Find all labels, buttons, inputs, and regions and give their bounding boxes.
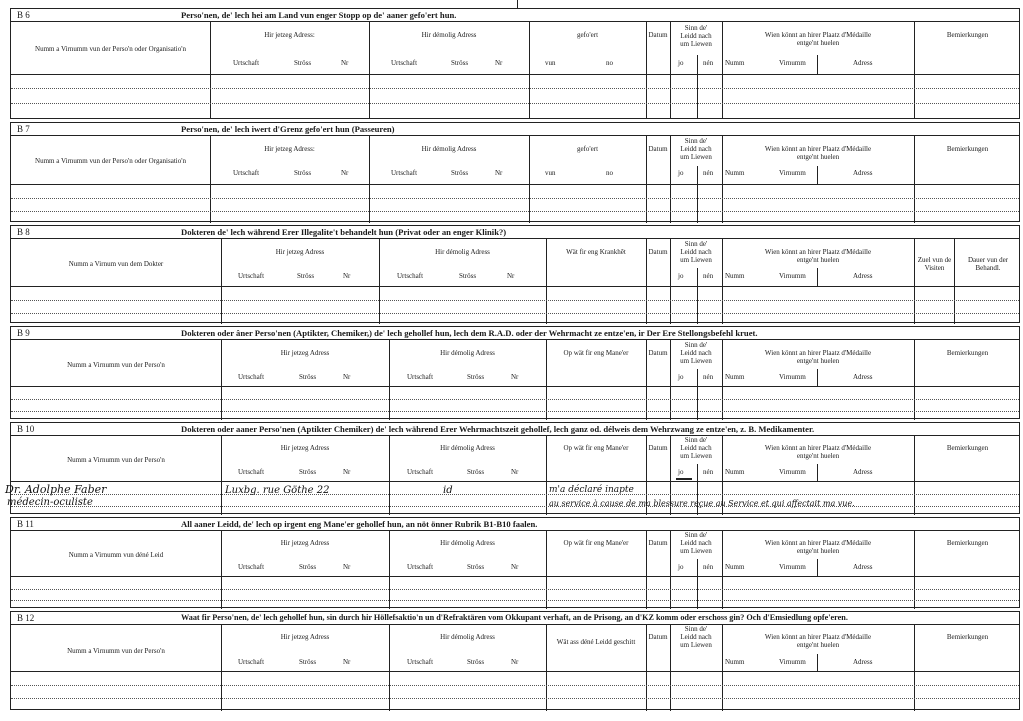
- col-number-label: Nr: [507, 272, 515, 280]
- col-no-label: nén: [703, 373, 714, 381]
- col-alive-label-1: Sinn de': [684, 24, 708, 32]
- col-date-label: Datum: [648, 349, 668, 357]
- col-former-address-label: Hir démolig Adress: [440, 539, 495, 547]
- col-name-label: Numm a Virnumm vun der Perso'n: [67, 456, 165, 464]
- col-alive-label-2: Leidd nach: [680, 32, 712, 40]
- handwritten-manner-line2: au service à cause de ma blessure reçue au Service et qui affectait ma vue.: [549, 499, 855, 508]
- col-date-label: Datum: [648, 444, 668, 452]
- col-date-label: Datum: [648, 145, 668, 153]
- section-title: Dokteren oder aaner Perso'nen (Aptikter Chemiker) de' lech während Erer Wehrmachtszeit gehollef, lech ganz od. délweis dem Wehrzwang ze entze'en, z. B. Medikamenter.: [181, 424, 815, 434]
- col-number-label: Nr: [511, 373, 519, 381]
- col-medal-label-1: Wien könnt an hirer Plaatz d'Médaille: [764, 539, 872, 547]
- col-yes-label: jo: [678, 272, 684, 280]
- col-former-address-label: Hir démolig Adress: [435, 248, 490, 256]
- col-medal-label-1: Wien könnt an hirer Plaatz d'Médaille: [764, 349, 872, 357]
- handwritten-name: Dr. Adolphe Faber: [5, 483, 107, 496]
- col-no-label: nén: [703, 468, 714, 476]
- section-b8: [10, 225, 1020, 323]
- section-b11: [10, 517, 1020, 608]
- handwritten-profession: médecin-oculiste: [7, 497, 93, 508]
- col-town-label: Urtschaft: [407, 658, 434, 666]
- col-firstname-label: Virnumm: [779, 468, 806, 476]
- col-alive-label-2: Leidd nach: [680, 349, 712, 357]
- section-id: B 7: [17, 124, 30, 134]
- col-date-label: Datum: [648, 539, 668, 547]
- col-street-label: Ströss: [299, 563, 317, 571]
- col-medal-label-1: Wien könnt an hirer Plaatz d'Médaille: [764, 145, 872, 153]
- section-title: Perso'nen, de' lech iwert d'Grenz gefo'ert hun (Passeuren): [181, 124, 395, 134]
- col-street-label: Ströss: [467, 563, 485, 571]
- col-treatment-duration-label: Dauer vun der Behandl.: [967, 256, 1009, 272]
- col-medal-label-1: Wien könnt an hirer Plaatz d'Médaille: [764, 248, 872, 256]
- col-firstname-label: Virnumm: [779, 563, 806, 571]
- col-alive-label-3: um Liewen: [680, 641, 712, 649]
- col-yes-label: jo: [678, 59, 684, 67]
- col-no-label: nén: [703, 563, 714, 571]
- col-alive-label-3: um Liewen: [680, 452, 712, 460]
- col-number-label: Nr: [341, 59, 349, 67]
- section-id: B 6: [17, 10, 30, 20]
- col-no-label: nén: [703, 169, 714, 177]
- col-medal-label-1: Wien könnt an hirer Plaatz d'Médaille: [764, 633, 872, 641]
- section-title: Waat fir Perso'nen, de' lech gehollef hun, sin durch hir Höllefsaktio'n un d'Refraktären vom Okkupant verhaft, an de Prisong, an d'KZ komm oder erschoss gin? Och d'Emsiedlung opfe'eren.: [181, 613, 848, 622]
- handwritten-current-address: Luxbg. rue Göthe 22: [225, 485, 330, 496]
- col-address-label: Adress: [853, 59, 873, 67]
- col-alive-label-2: Leidd nach: [680, 145, 712, 153]
- col-yes-label: jo: [678, 373, 684, 381]
- col-town-label: Urtschaft: [407, 563, 434, 571]
- col-remarks-label: Bemierkungen: [946, 145, 989, 153]
- col-street-label: Ströss: [294, 59, 312, 67]
- col-street-label: Ströss: [299, 373, 317, 381]
- col-yes-label: jo: [678, 169, 684, 177]
- col-medal-label-2: entge'nt huelen: [796, 641, 840, 649]
- col-firstname-label: Virnumm: [779, 59, 806, 67]
- col-surname-label: Numm: [725, 272, 745, 280]
- col-alive-label-1: Sinn de': [684, 436, 708, 444]
- col-town-label: Urtschaft: [391, 169, 418, 177]
- col-no-label: nén: [703, 272, 714, 280]
- col-alive-label-3: um Liewen: [680, 357, 712, 365]
- col-name-label: Numm a Virnumm vun der Perso'n oder Organisatio'n: [35, 157, 186, 165]
- col-street-label: Ströss: [297, 272, 315, 280]
- col-date-label: Datum: [648, 31, 668, 39]
- col-from-label: vun: [545, 59, 556, 67]
- col-street-label: Ströss: [299, 658, 317, 666]
- col-medal-label-2: entge'nt huelen: [796, 39, 840, 47]
- col-visits-label: Zuel vun de Visiten: [917, 256, 952, 272]
- section-b10: [5, 422, 1020, 514]
- col-surname-label: Numm: [725, 59, 745, 67]
- col-town-label: Urtschaft: [238, 468, 265, 476]
- col-current-address-label: Hir jetzeg Adress:: [264, 145, 315, 153]
- col-former-address-label: Hir démolig Adress: [421, 31, 477, 39]
- col-street-label: Ströss: [467, 468, 485, 476]
- registration-mark: [517, 0, 518, 8]
- col-alive-label-3: um Liewen: [680, 153, 712, 161]
- col-street-label: Ströss: [467, 373, 485, 381]
- col-transported-label: gefo'ert: [576, 145, 599, 153]
- col-alive-label-3: um Liewen: [680, 547, 712, 555]
- col-street-label: Ströss: [299, 468, 317, 476]
- col-surname-label: Numm: [725, 468, 745, 476]
- col-firstname-label: Virnumm: [779, 373, 806, 381]
- col-to-label: no: [606, 169, 613, 177]
- col-remarks-label: Bemierkungen: [946, 444, 989, 452]
- section-id: B 12: [17, 613, 35, 623]
- col-former-address-label: Hir démolig Adress: [440, 633, 495, 641]
- col-number-label: Nr: [343, 468, 351, 476]
- section-b7: [10, 122, 1020, 222]
- col-number-label: Nr: [511, 563, 519, 571]
- col-town-label: Urtschaft: [233, 59, 260, 67]
- col-street-label: Ströss: [294, 169, 312, 177]
- col-medal-label-2: entge'nt huelen: [796, 357, 840, 365]
- col-town-label: Urtschaft: [238, 272, 265, 280]
- col-surname-label: Numm: [725, 169, 745, 177]
- col-former-address-label: Hir démolig Adress: [440, 444, 495, 452]
- col-firstname-label: Virnumm: [779, 272, 806, 280]
- col-alive-label-1: Sinn de': [684, 240, 708, 248]
- col-name-label: Numm a Virnum vun dem Dokter: [68, 260, 164, 268]
- col-alive-label-2: Leidd nach: [680, 444, 712, 452]
- col-address-label: Adress: [853, 468, 873, 476]
- handwritten-manner-line1: m'a déclaré inapte: [549, 485, 634, 495]
- col-surname-label: Numm: [725, 373, 745, 381]
- col-number-label: Nr: [511, 468, 519, 476]
- col-firstname-label: Virnumm: [779, 169, 806, 177]
- col-number-label: Nr: [343, 373, 351, 381]
- col-manner-label: Op wät fir eng Mane'er: [563, 349, 629, 357]
- section-id: B 10: [17, 424, 35, 434]
- section-title: Dokteren de' lech während Erer Illegalite't behandelt hun (Privat oder an enger Klinik?): [181, 227, 507, 237]
- col-date-label: Datum: [648, 248, 668, 256]
- col-address-label: Adress: [853, 169, 873, 177]
- handwritten-former-address: id: [443, 485, 453, 496]
- col-medal-label-2: entge'nt huelen: [796, 547, 840, 555]
- col-former-address-label: Hir démolig Adress: [440, 349, 495, 357]
- col-address-label: Adress: [853, 272, 873, 280]
- col-number-label: Nr: [341, 169, 349, 177]
- col-medal-label-2: entge'nt huelen: [796, 153, 840, 161]
- col-transported-label: gefo'ert: [576, 31, 599, 39]
- col-number-label: Nr: [495, 169, 503, 177]
- col-alive-label-2: Leidd nach: [680, 633, 712, 641]
- col-number-label: Nr: [495, 59, 503, 67]
- col-town-label: Urtschaft: [407, 468, 434, 476]
- col-alive-label-1: Sinn de': [684, 341, 708, 349]
- col-remarks-label: Bemierkungen: [946, 31, 989, 39]
- col-no-label: nén: [703, 59, 714, 67]
- col-town-label: Urtschaft: [238, 563, 265, 571]
- col-alive-label-1: Sinn de': [684, 137, 708, 145]
- col-town-label: Urtschaft: [238, 373, 265, 381]
- col-medal-label-2: entge'nt huelen: [796, 256, 840, 264]
- col-town-label: Urtschaft: [391, 59, 418, 67]
- col-name-label: Numm a Virnumm vun der Perso'n: [67, 647, 165, 655]
- col-town-label: Urtschaft: [397, 272, 424, 280]
- col-town-label: Urtschaft: [407, 373, 434, 381]
- col-manner-label: Op wät fir eng Mane'er: [563, 539, 629, 547]
- col-name-label: Numm a Virnumm vun déné Leid: [68, 551, 164, 559]
- col-alive-label-2: Leidd nach: [680, 539, 712, 547]
- col-street-label: Ströss: [467, 658, 485, 666]
- col-alive-label-3: um Liewen: [680, 40, 712, 48]
- col-to-label: no: [606, 59, 613, 67]
- col-illness-label: Wät fir eng Krankhêt: [566, 248, 626, 256]
- col-current-address-label: Hir jetzeg Adress: [275, 248, 325, 256]
- col-current-address-label: Hir jetzeg Adress: [280, 539, 330, 547]
- col-number-label: Nr: [343, 272, 351, 280]
- col-address-label: Adress: [853, 373, 873, 381]
- col-number-label: Nr: [511, 658, 519, 666]
- col-name-label: Numm a Virnumm vun der Perso'n: [67, 361, 165, 369]
- section-id: B 8: [17, 227, 30, 237]
- col-remarks-label: Bemierkungen: [946, 349, 989, 357]
- col-current-address-label: Hir jetzeg Adress: [280, 349, 330, 357]
- col-address-label: Adress: [853, 658, 873, 666]
- col-surname-label: Numm: [725, 658, 745, 666]
- col-medal-label-2: entge'nt huelen: [796, 452, 840, 460]
- section-title: Perso'nen, de' lech hei am Land vun enger Stopp op de' aaner gefo'ert hun.: [181, 10, 457, 20]
- col-manner-label: Op wät fir eng Mane'er: [563, 444, 629, 452]
- col-name-label: Numm a Virnumm vun der Perso'n oder Organisatio'n: [35, 45, 186, 53]
- col-street-label: Ströss: [459, 272, 477, 280]
- col-alive-label-1: Sinn de': [684, 625, 708, 633]
- col-yes-label: jo: [678, 563, 684, 571]
- section-title: Dokteren oder âner Perso'nen (Aptikter, Chemiker,) de' lech gehollef hun, lech dem R.A.D. oder der Wehrmacht ze entze'en, ir Der Ere Stellongsbefehl kruet.: [181, 328, 758, 338]
- col-remarks-label: Bemierkungen: [946, 633, 989, 641]
- col-number-label: Nr: [343, 563, 351, 571]
- section-b12: [10, 611, 1020, 710]
- col-yes-label: jo: [678, 468, 684, 476]
- col-medal-label-1: Wien könnt an hirer Plaatz d'Médaille: [764, 444, 872, 452]
- col-alive-label-2: Leidd nach: [680, 248, 712, 256]
- section-b9: [10, 326, 1020, 419]
- col-surname-label: Numm: [725, 563, 745, 571]
- col-current-address-label: Hir jetzeg Adress: [280, 444, 330, 452]
- col-date-label: Datum: [648, 633, 668, 641]
- section-id: B 11: [17, 519, 34, 529]
- col-street-label: Ströss: [451, 59, 469, 67]
- col-alive-label-3: um Liewen: [680, 256, 712, 264]
- section-title: All aaner Leidd, de' lech op irgent eng Mane'er gehollef hun, an nöt önner Rubrik B1-B10 faalen.: [181, 519, 538, 529]
- col-former-address-label: Hir démolig Adress: [421, 145, 477, 153]
- col-fate-label: Wät ass déné Leidd geschitt: [556, 638, 636, 646]
- col-from-label: vun: [545, 169, 556, 177]
- col-number-label: Nr: [343, 658, 351, 666]
- yes-underline-mark: [676, 478, 692, 480]
- col-alive-label-1: Sinn de': [684, 531, 708, 539]
- col-address-label: Adress: [853, 563, 873, 571]
- col-town-label: Urtschaft: [238, 658, 265, 666]
- col-firstname-label: Virnumm: [779, 658, 806, 666]
- section-id: B 9: [17, 328, 30, 338]
- col-medal-label-1: Wien könnt an hirer Plaatz d'Médaille: [764, 31, 872, 39]
- col-current-address-label: Hir jetzeg Adress: [280, 633, 330, 641]
- col-remarks-label: Bemierkungen: [946, 539, 989, 547]
- col-current-address-label: Hir jetzeg Adress:: [264, 31, 315, 39]
- col-street-label: Ströss: [451, 169, 469, 177]
- col-town-label: Urtschaft: [233, 169, 260, 177]
- section-b6: [10, 8, 1020, 119]
